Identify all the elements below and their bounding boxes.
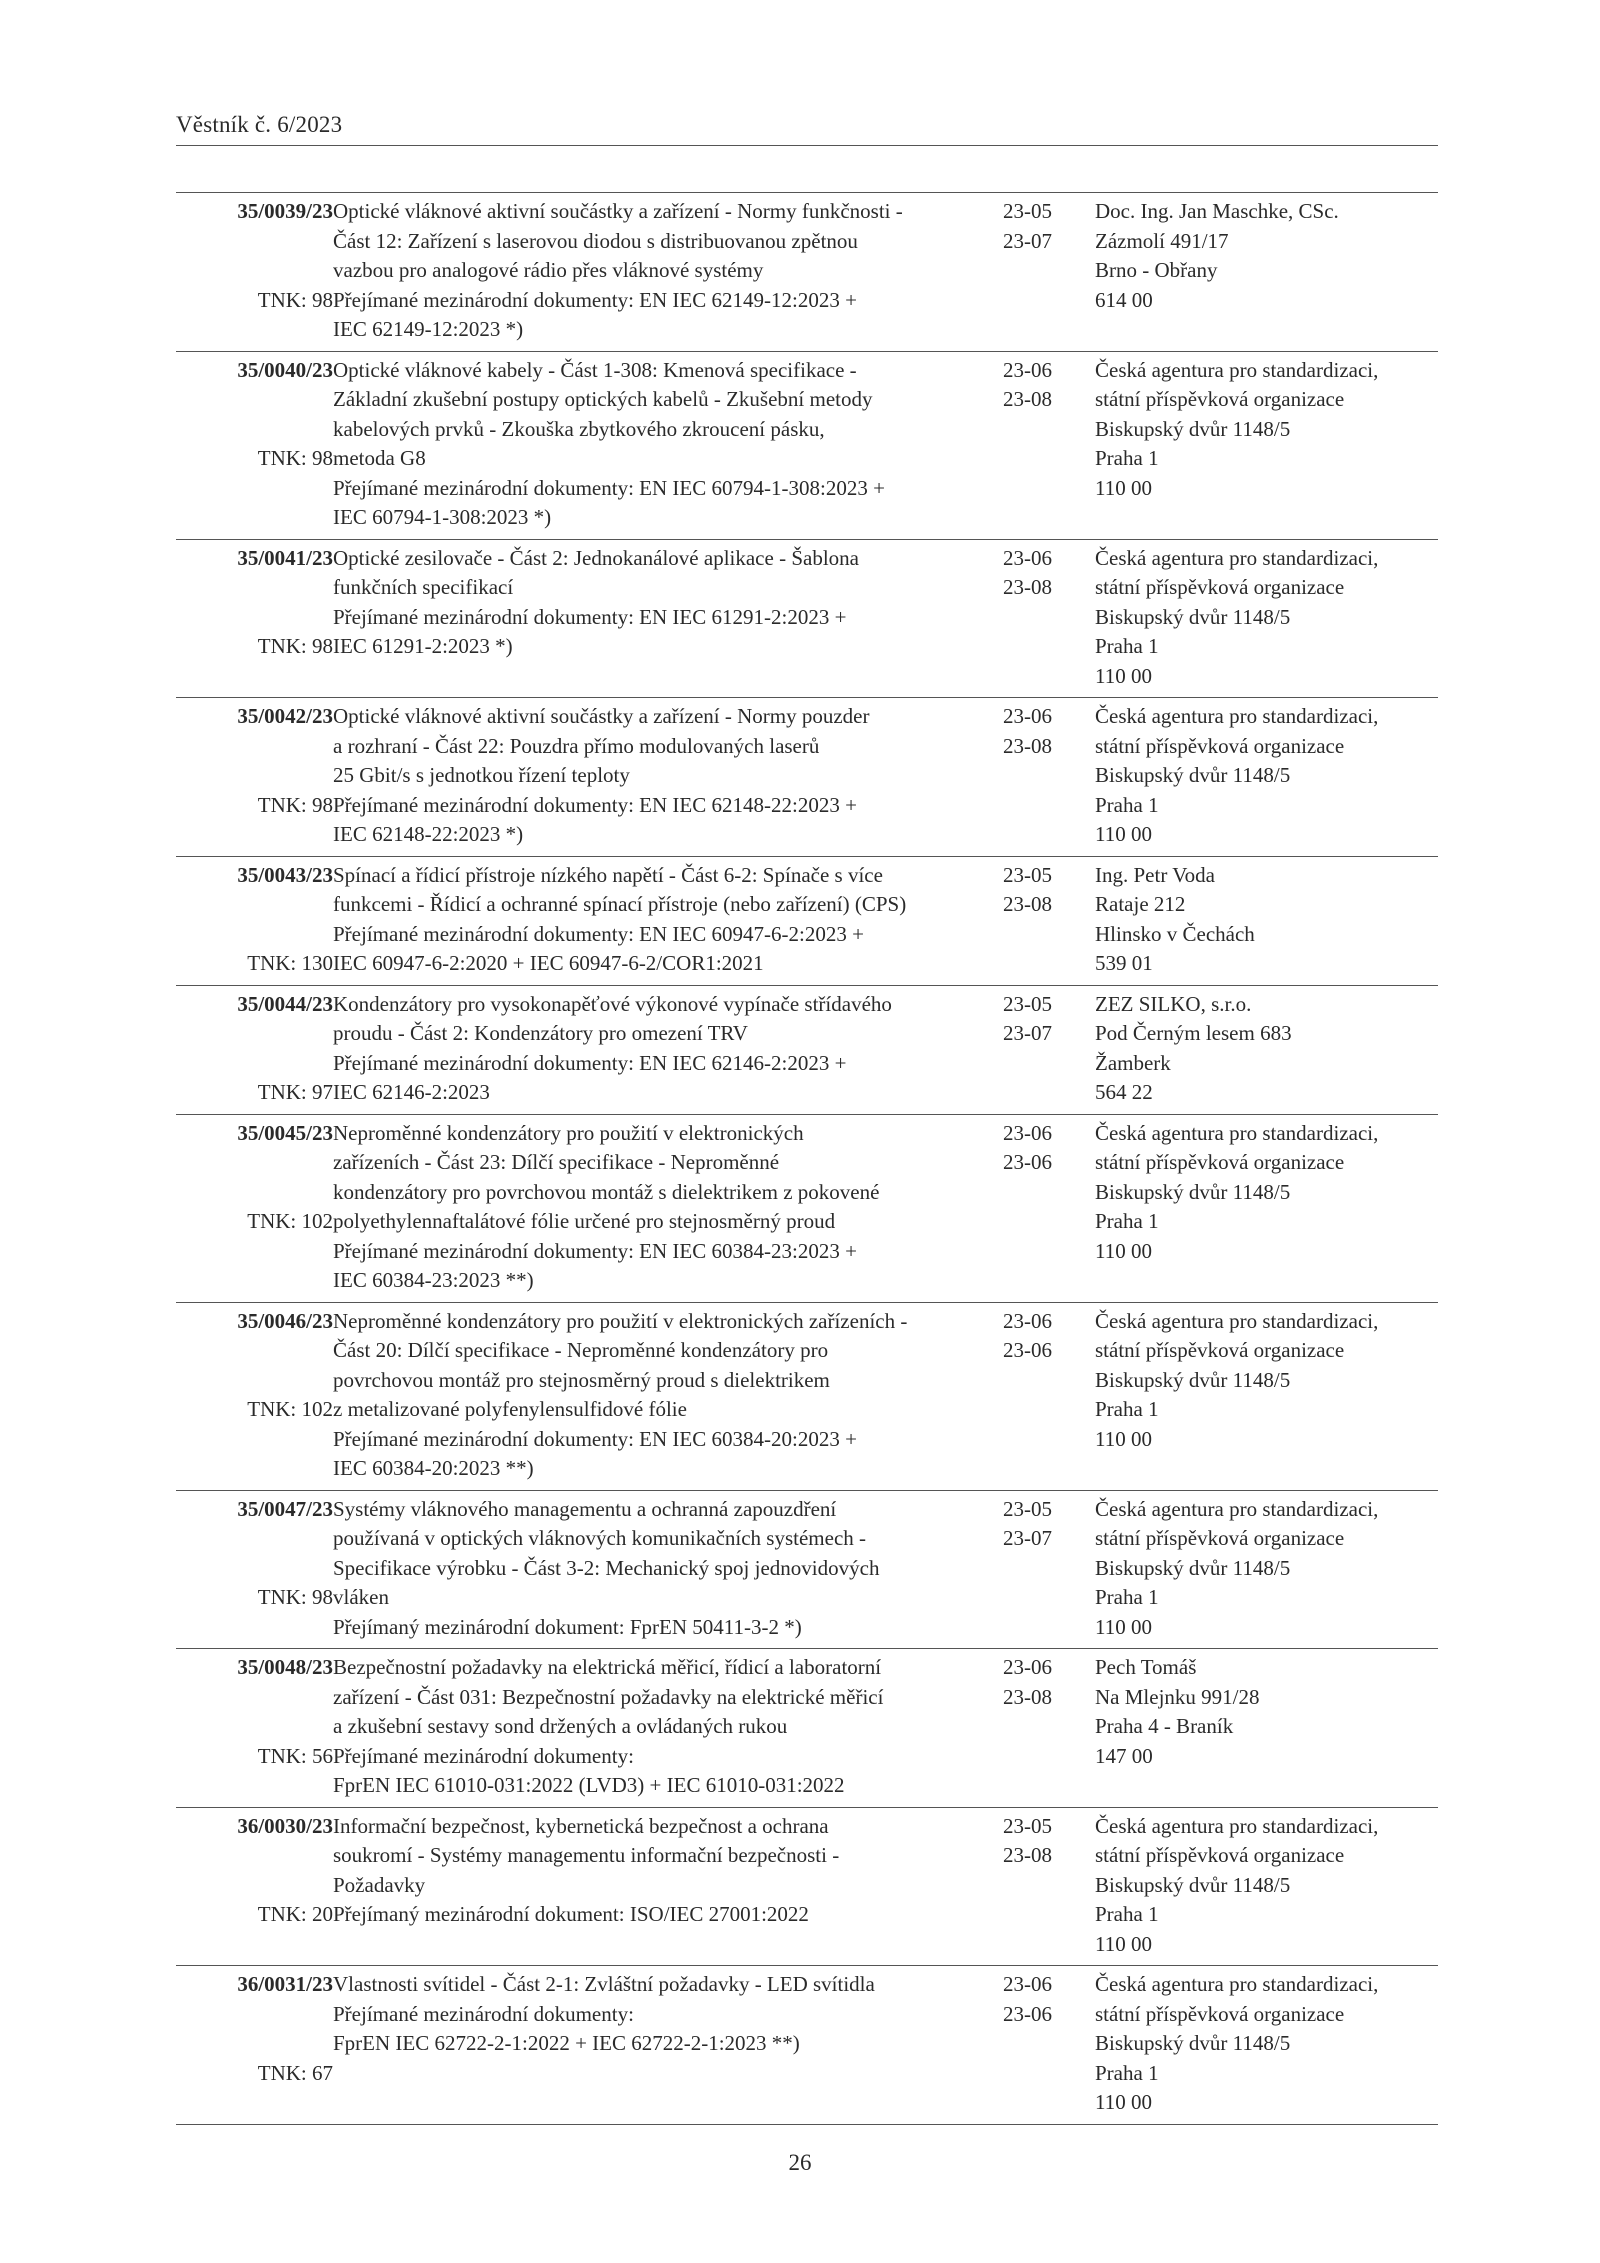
table-row [176,856,1438,985]
address-line: Praha 1 [1095,1397,1159,1421]
record-id-cell [176,1114,333,1302]
address-line: Doc. Ing. Jan Maschke, CSc. [1095,199,1339,223]
record-dates [1003,1649,1095,1808]
table-row [176,1649,1438,1808]
record-description [333,1807,1003,1966]
description-line: Část 12: Zařízení s laserovou diodou s distribuovanou zpětnou [333,228,858,253]
address-line: Biskupský dvůr 1148/5 [1095,763,1291,787]
start-date: 23-06 [1003,704,1052,728]
description-line: Přejímaný mezinárodní dokument: FprEN 50411-3-2 *) [333,1614,802,1639]
address-line: státní příspěvková organizace [1095,387,1345,411]
end-date: 23-06 [1003,1338,1052,1362]
end-date: 23-08 [1003,575,1052,599]
record-description [333,193,1003,352]
record-processor-address [1095,539,1438,698]
address-line: Pod Černým lesem 683 [1095,1021,1292,1045]
description-line: IEC 62146-2:2023 [333,1080,490,1104]
record-dates [1003,539,1095,698]
address-line: Biskupský dvůr 1148/5 [1095,1179,1291,1204]
record-id: 35/0048/23 [237,1655,333,1679]
description-line: používaná v optických vláknových komunikačních systémech - [333,1526,867,1550]
record-id: 35/0042/23 [237,704,333,728]
address-line: Česká agentura pro standardizaci, [1095,704,1379,728]
table-row [176,1114,1438,1302]
record-id: 35/0046/23 [237,1308,333,1333]
record-description [333,1114,1003,1302]
end-date: 23-07 [1003,1021,1052,1045]
description-line: a rozhraní - Část 22: Pouzdra přímo modulovaných laserů [333,733,820,758]
description-line: povrchovou montáž pro stejnosměrný proud s dielektrikem [333,1367,830,1392]
address-line: Pech Tomáš [1095,1655,1197,1679]
table-row [176,1807,1438,1966]
address-line: 147 00 [1095,1743,1153,1768]
record-processor-address [1095,698,1438,857]
tnk-label: TNK: 98 [257,634,333,658]
address-line: Česká agentura pro standardizaci, [1095,357,1379,382]
end-date: 23-06 [1003,2001,1052,2026]
address-line: státní příspěvková organizace [1095,1150,1345,1174]
description-line: Optické zesilovače - Část 2: Jednokanálové aplikace - Šablona [333,545,859,570]
record-id: 36/0030/23 [237,1813,333,1838]
address-line: 110 00 [1095,1931,1152,1956]
description-line: IEC 60384-23:2023 **) [333,1268,534,1292]
address-line: Česká agentura pro standardizaci, [1095,545,1379,570]
description-line: 25 Gbit/s s jednotkou řízení teploty [333,763,630,787]
end-date: 23-08 [1003,1684,1052,1709]
description-line: Systémy vláknového managementu a ochranná zapouzdření [333,1496,837,1521]
record-dates [1003,1807,1095,1966]
start-date: 23-05 [1003,199,1052,223]
record-dates [1003,351,1095,539]
description-line: Bezpečnostní požadavky na elektrická měřicí, řídicí a laboratorní [333,1655,882,1679]
record-id-cell [176,1966,333,2125]
address-line: Biskupský dvůr 1148/5 [1095,2031,1291,2055]
record-dates [1003,1966,1095,2125]
description-line: zařízení - Část 031: Bezpečnostní požadavky na elektrické měřicí [333,1684,884,1709]
description-line: vazbou pro analogové rádio přes vláknové systémy [333,258,764,282]
address-line: Biskupský dvůr 1148/5 [1095,1555,1291,1580]
address-line: 110 00 [1095,822,1152,846]
start-date: 23-06 [1003,1308,1052,1333]
description-line: FprEN IEC 61010-031:2022 (LVD3) + IEC 61010-031:2022 [333,1773,845,1797]
description-line: IEC 60794-1-308:2023 *) [333,505,552,529]
address-line: Hlinsko v Čechách [1095,921,1255,946]
record-id-cell [176,1490,333,1649]
start-date: 23-06 [1003,545,1052,570]
start-date: 23-06 [1003,1120,1052,1145]
address-line: ZEZ SILKO, s.r.o. [1095,991,1252,1016]
record-id: 35/0043/23 [237,862,333,887]
address-line: Biskupský dvůr 1148/5 [1095,1367,1291,1392]
description-line: Spínací a řídicí přístroje nízkého napětí - Část 6-2: Spínače s více [333,862,883,887]
record-id-cell [176,1649,333,1808]
record-description [333,856,1003,985]
address-line: Na Mlejnku 991/28 [1095,1684,1260,1709]
tnk-label: TNK: 98 [257,287,333,312]
address-line: státní příspěvková organizace [1095,1338,1345,1362]
description-line: IEC 62149-12:2023 *) [333,317,524,341]
description-line: Požadavky [333,1872,426,1897]
description-line: Přejímané mezinárodní dokumenty: EN IEC 60384-20:2023 + [333,1426,857,1451]
record-description [333,698,1003,857]
description-line: funkčních specifikací [333,575,514,599]
address-line: státní příspěvková organizace [1095,1526,1345,1550]
record-description [333,1649,1003,1808]
start-date: 23-05 [1003,1813,1052,1838]
header-divider [176,145,1438,146]
record-processor-address [1095,856,1438,985]
description-line: Specifikace výrobku - Část 3-2: Mechanický spoj jednovidových [333,1555,880,1580]
tnk-label: TNK: 102 [247,1397,333,1421]
address-line: Praha 1 [1095,634,1159,658]
standards-table [176,192,1438,2125]
description-line: polyethylennaftalátové fólie určené pro stejnosměrný proud [333,1209,836,1233]
address-line: Česká agentura pro standardizaci, [1095,1120,1379,1145]
record-dates [1003,856,1095,985]
record-id-cell [176,985,333,1114]
end-date: 23-08 [1003,387,1052,411]
record-description [333,351,1003,539]
description-line: Přejímaný mezinárodní dokument: ISO/IEC 27001:2022 [333,1902,809,1926]
end-date: 23-07 [1003,228,1052,253]
description-line: Přejímané mezinárodní dokumenty: EN IEC 62149-12:2023 + [333,287,857,312]
record-description [333,1966,1003,2125]
address-line: Praha 1 [1095,792,1159,817]
address-line: 564 22 [1095,1080,1153,1104]
record-processor-address [1095,351,1438,539]
address-line: Biskupský dvůr 1148/5 [1095,604,1291,629]
record-description [333,985,1003,1114]
record-id-cell [176,856,333,985]
start-date: 23-05 [1003,991,1052,1016]
tnk-label: TNK: 102 [247,1209,333,1233]
address-line: 110 00 [1095,1238,1152,1263]
description-line: Přejímané mezinárodní dokumenty: [333,2001,634,2026]
address-line: Česká agentura pro standardizaci, [1095,1813,1379,1838]
end-date: 23-08 [1003,1843,1052,1867]
description-line: Optické vláknové aktivní součástky a zařízení - Normy funkčnosti - [333,199,903,223]
description-line: Vlastnosti svítidel - Část 2-1: Zvláštní požadavky - LED svítidla [333,1972,875,1996]
record-dates [1003,1114,1095,1302]
address-line: 110 00 [1095,2090,1152,2114]
address-line: 110 00 [1095,663,1152,688]
record-id: 35/0039/23 [237,199,333,223]
tnk-label: TNK: 20 [257,1902,333,1926]
start-date: 23-05 [1003,1496,1052,1521]
tnk-label: TNK: 98 [257,792,333,817]
description-line: Přejímané mezinárodní dokumenty: EN IEC 60794-1-308:2023 + [333,475,885,500]
record-processor-address [1095,193,1438,352]
table-row [176,1966,1438,2125]
description-line: IEC 60947-6-2:2020 + IEC 60947-6-2/COR1:2021 [333,951,764,975]
record-dates [1003,985,1095,1114]
address-line: Česká agentura pro standardizaci, [1095,1496,1379,1521]
description-line: Neproměnné kondenzátory pro použití v elektronických zařízeních - [333,1308,908,1333]
address-line: Zázmolí 491/17 [1095,228,1229,253]
description-line: Přejímané mezinárodní dokumenty: EN IEC 60384-23:2023 + [333,1238,857,1263]
record-id-cell [176,698,333,857]
address-line: Rataje 212 [1095,892,1186,916]
description-line: Přejímané mezinárodní dokumenty: EN IEC 62146-2:2023 + [333,1050,847,1075]
address-line: Biskupský dvůr 1148/5 [1095,1872,1291,1897]
record-dates [1003,1302,1095,1490]
address-line: 110 00 [1095,1426,1152,1451]
record-id: 35/0045/23 [237,1120,333,1145]
start-date: 23-06 [1003,357,1052,382]
description-line: Kondenzátory pro vysokonapěťové výkonové vypínače střídavého [333,991,892,1016]
record-processor-address [1095,985,1438,1114]
description-line: Přejímané mezinárodní dokumenty: EN IEC 60947-6-2:2023 + [333,921,864,946]
record-description [333,1302,1003,1490]
table-row [176,193,1438,352]
record-id: 35/0041/23 [237,545,333,570]
description-line: funkcemi - Řídicí a ochranné spínací přístroje (nebo zařízení) (CPS) [333,892,907,916]
end-date: 23-08 [1003,733,1052,758]
record-processor-address [1095,1114,1438,1302]
tnk-label: TNK: 67 [257,2060,333,2085]
description-line: IEC 61291-2:2023 *) [333,634,513,658]
address-line: Žamberk [1095,1050,1171,1075]
table-row [176,1490,1438,1649]
description-line: IEC 60384-20:2023 **) [333,1456,534,1480]
end-date: 23-08 [1003,892,1052,916]
tnk-label: TNK: 97 [257,1080,333,1104]
description-line: a zkušební sestavy sond držených a ovládaných rukou [333,1714,788,1738]
address-line: 110 00 [1095,475,1152,500]
table-row [176,985,1438,1114]
start-date: 23-06 [1003,1655,1052,1679]
address-line: 110 00 [1095,1614,1152,1639]
record-dates [1003,698,1095,857]
address-line: 539 01 [1095,951,1153,975]
record-processor-address [1095,1490,1438,1649]
record-dates [1003,193,1095,352]
address-line: Ing. Petr Voda [1095,862,1215,887]
page-number: 26 [788,2150,812,2175]
record-processor-address [1095,1966,1438,2125]
tnk-label: TNK: 56 [257,1743,333,1768]
description-line: Část 20: Dílčí specifikace - Neproměnné kondenzátory pro [333,1338,829,1362]
description-line: vláken [333,1585,389,1609]
record-id: 35/0044/23 [237,991,333,1016]
address-line: státní příspěvková organizace [1095,575,1345,599]
address-line: Česká agentura pro standardizaci, [1095,1972,1379,1996]
table-row [176,1302,1438,1490]
description-line: proudu - Část 2: Kondenzátory pro omezení TRV [333,1021,748,1045]
record-id-cell [176,1302,333,1490]
record-description [333,1490,1003,1649]
record-description [333,539,1003,698]
address-line: Česká agentura pro standardizaci, [1095,1308,1379,1333]
description-line: Informační bezpečnost, kybernetická bezpečnost a ochrana [333,1813,829,1838]
address-line: Praha 1 [1095,446,1159,470]
description-line: Základní zkušební postupy optických kabelů - Zkušební metody [333,387,873,411]
record-id: 35/0047/23 [237,1496,333,1521]
description-line: kabelových prvků - Zkouška zbytkového zkroucení pásku, [333,416,825,441]
address-line: Praha 1 [1095,1902,1159,1926]
tnk-label: TNK: 98 [257,446,333,470]
description-line: kondenzátory pro povrchovou montáž s dielektrikem z pokovené [333,1179,880,1204]
address-line: 614 00 [1095,287,1153,312]
description-line: Optické vláknové kabely - Část 1-308: Kmenová specifikace - [333,357,857,382]
table-row [176,539,1438,698]
description-line: Přejímané mezinárodní dokumenty: EN IEC 62148-22:2023 + [333,792,857,817]
address-line: Praha 1 [1095,1585,1159,1609]
address-line: Praha 1 [1095,1209,1159,1233]
address-line: Biskupský dvůr 1148/5 [1095,416,1291,441]
page-header-title: Věstník č. 6/2023 [176,112,343,137]
description-line: Optické vláknové aktivní součástky a zařízení - Normy pouzder [333,704,870,728]
record-id-cell [176,193,333,352]
description-line: soukromí - Systémy managementu informační bezpečnosti - [333,1843,840,1867]
table-row [176,698,1438,857]
record-dates [1003,1490,1095,1649]
address-line: státní příspěvková organizace [1095,733,1345,758]
record-processor-address [1095,1807,1438,1966]
description-line: FprEN IEC 62722-2-1:2022 + IEC 62722-2-1:2023 **) [333,2031,800,2055]
description-line: metoda G8 [333,446,426,470]
record-id-cell [176,351,333,539]
address-line: státní příspěvková organizace [1095,1843,1345,1867]
description-line: Neproměnné kondenzátory pro použití v elektronických [333,1120,804,1145]
start-date: 23-06 [1003,1972,1052,1996]
tnk-label: TNK: 130 [247,951,333,975]
table-row [176,351,1438,539]
standards-table-body [176,193,1438,2125]
description-line: Přejímané mezinárodní dokumenty: EN IEC 61291-2:2023 + [333,604,847,629]
record-processor-address [1095,1302,1438,1490]
address-line: Praha 4 - Braník [1095,1714,1234,1738]
end-date: 23-06 [1003,1150,1052,1174]
address-line: Praha 1 [1095,2060,1159,2085]
description-line: z metalizované polyfenylensulfidové fólie [333,1397,687,1421]
address-line: Brno - Obřany [1095,258,1218,282]
tnk-label: TNK: 98 [257,1585,333,1609]
description-line: zařízeních - Část 23: Dílčí specifikace - Neproměnné [333,1150,780,1174]
record-id: 35/0040/23 [237,357,333,382]
end-date: 23-07 [1003,1526,1052,1550]
address-line: státní příspěvková organizace [1095,2001,1345,2026]
record-id-cell [176,1807,333,1966]
start-date: 23-05 [1003,862,1052,887]
record-id: 36/0031/23 [237,1972,333,1996]
record-id-cell [176,539,333,698]
record-processor-address [1095,1649,1438,1808]
description-line: IEC 62148-22:2023 *) [333,822,524,846]
description-line: Přejímané mezinárodní dokumenty: [333,1743,634,1768]
